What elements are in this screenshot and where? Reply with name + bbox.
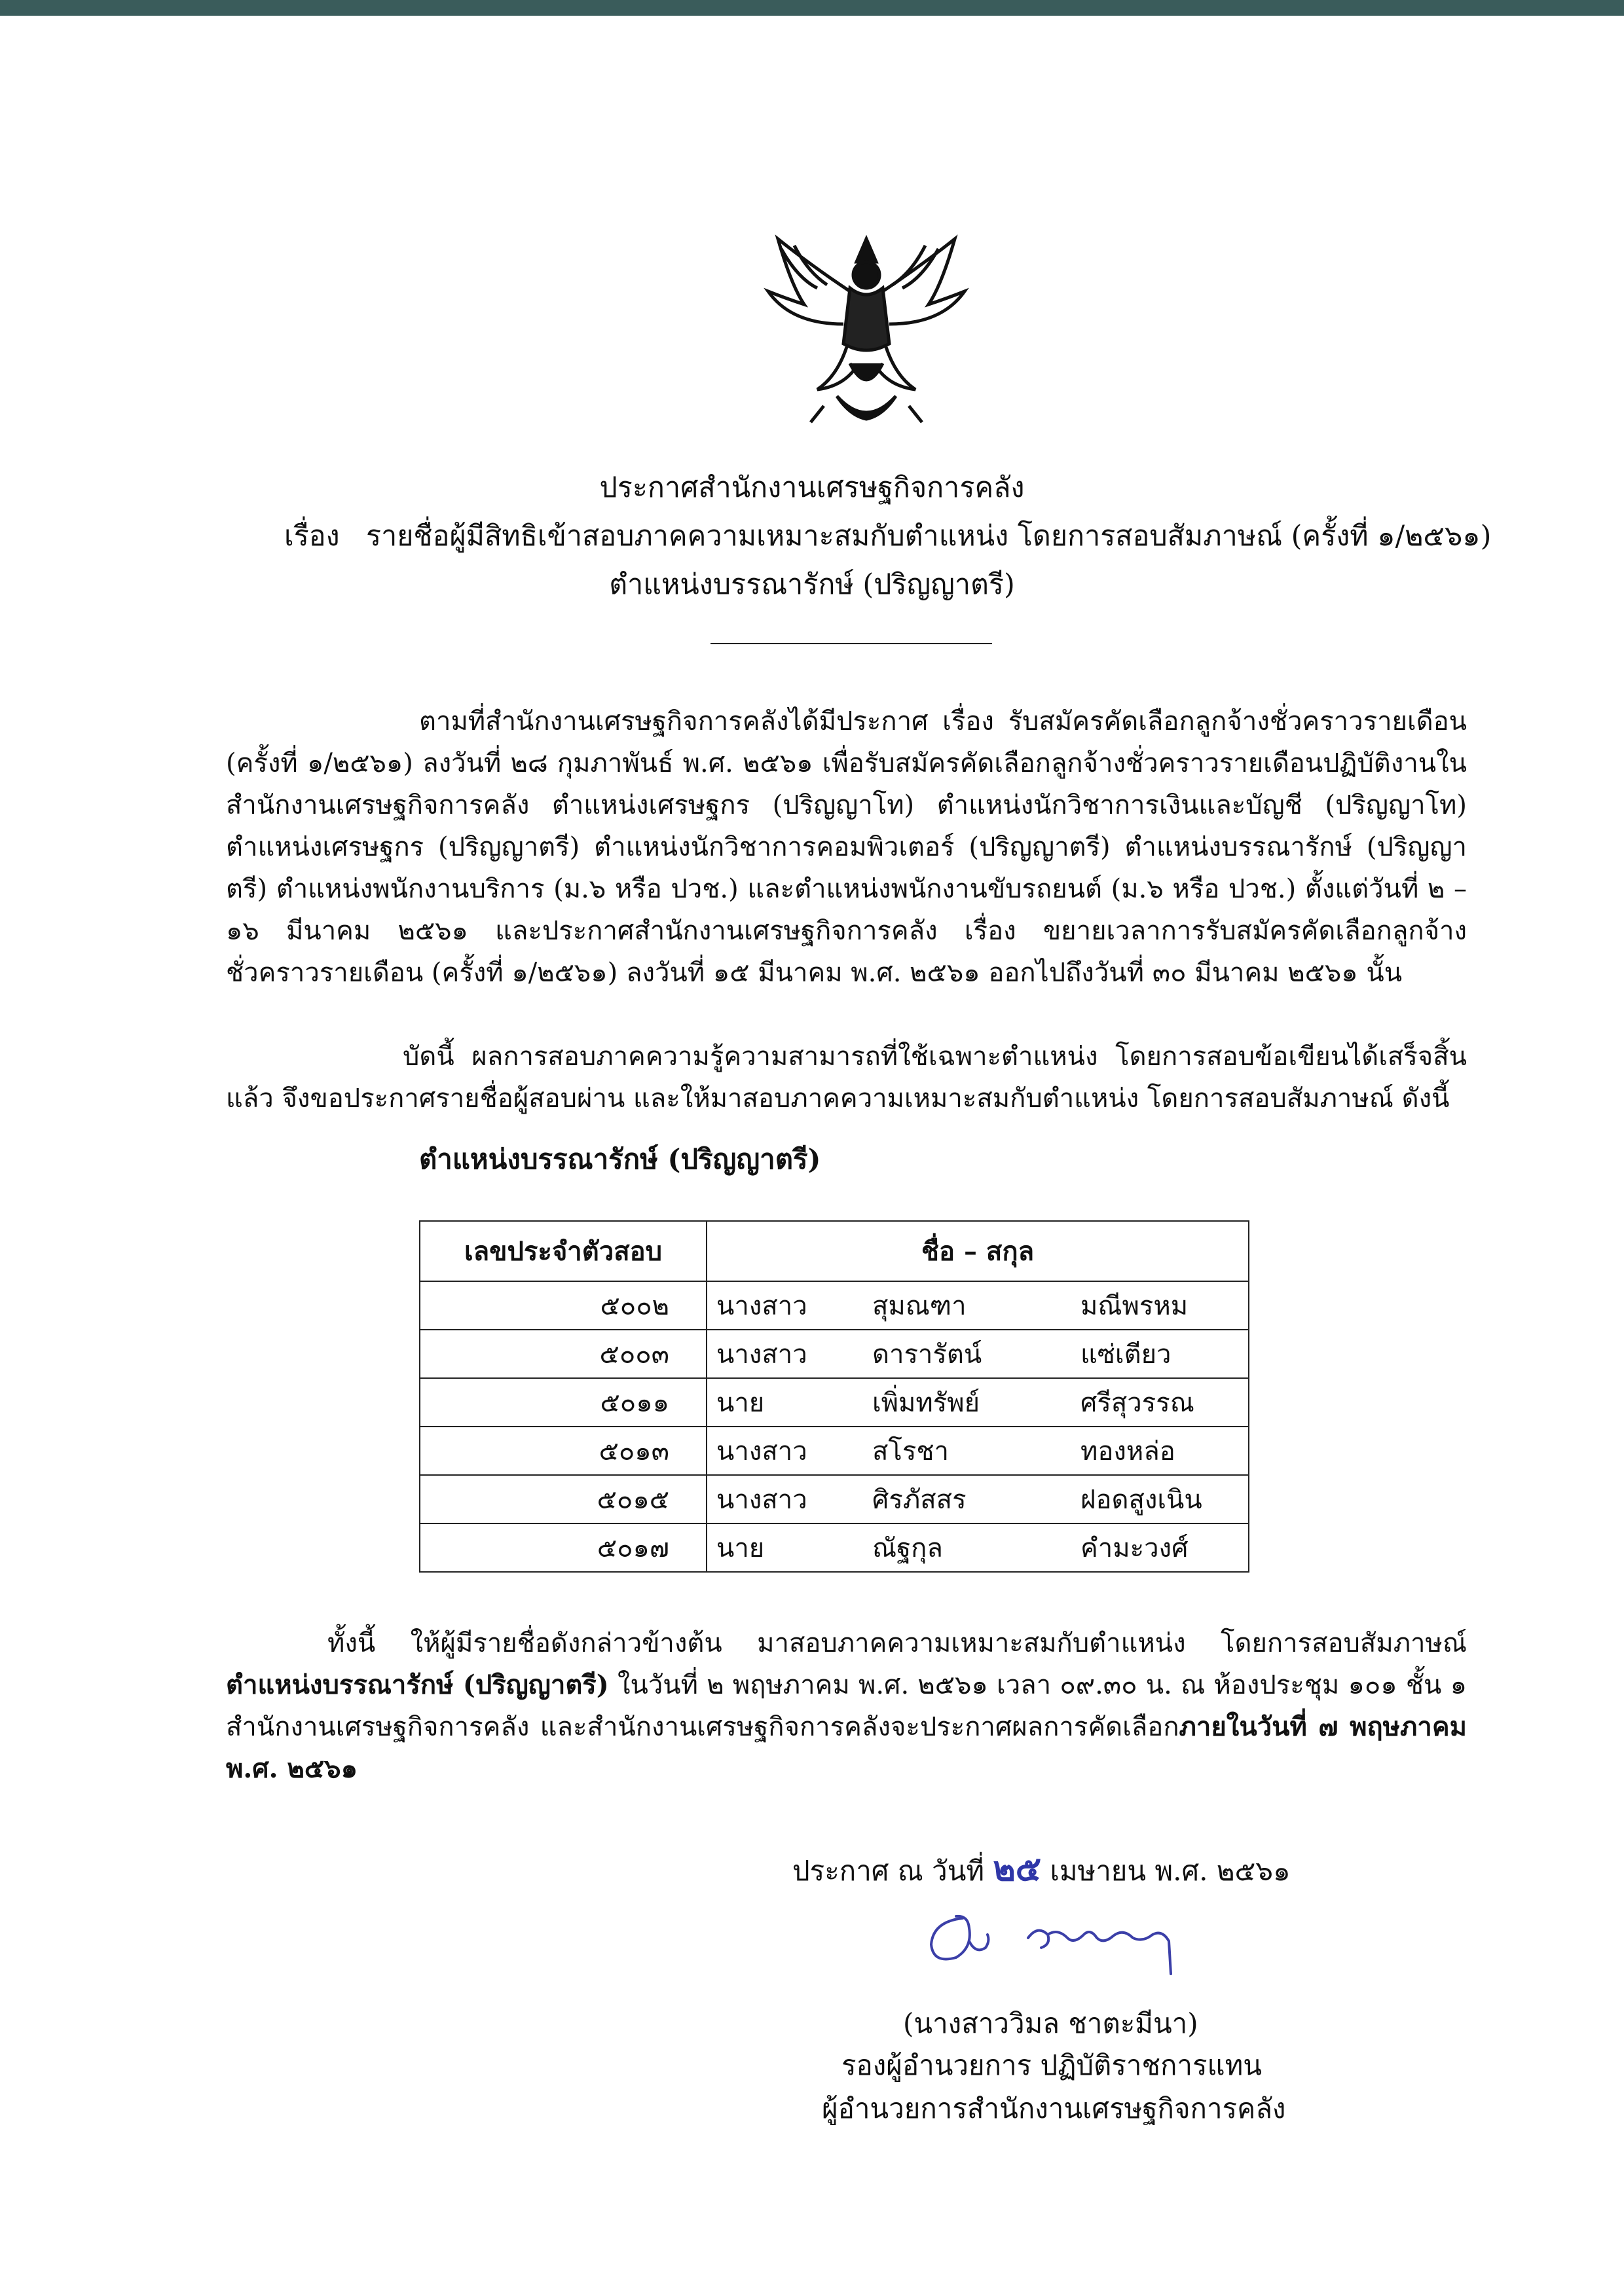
table-row [420,1523,1249,1572]
last-name: ฝอดสูงเนิน [1071,1475,1249,1523]
announcement-title: ประกาศสำนักงานเศรษฐกิจการคลัง [599,471,1025,504]
table-header-row [420,1221,1249,1281]
name-title: นางสาว [707,1281,863,1330]
name-title: นางสาว [707,1330,863,1378]
table-row [420,1475,1249,1523]
name-title: นาย [707,1523,863,1572]
first-name: สโรชา [863,1427,1071,1475]
list-heading: ตำแหน่งบรรณารักษ์ (ปริญญาตรี) [419,1143,821,1175]
exam-id: ๕๐๑๑ [420,1378,707,1427]
paragraph-2 [226,1036,1467,1120]
table-row [420,1427,1249,1475]
first-name: สุมณฑา [863,1281,1071,1330]
header-exam-id: เลขประจำตัวสอบ [420,1221,707,1281]
first-name: ศิรภัสสร [863,1475,1071,1523]
scan-top-border-gap [0,16,1624,30]
paragraph-1-text: ตามที่สำนักงานเศรษฐกิจการคลังได้มีประกาศ เรื่อง รับสมัครคัดเลือกลูกจ้างชั่วคราวรายเดือน (ครั้งที่ ๑/๒๕๖๑) ลงวันที่ ๒๘ กุมภาพันธ์ พ.ศ. ๒๕๖๑ เพื่อรับสมัครคัดเลือกลูกจ้างชั่วคราวรายเดือนปฏิบัติงานในสำนักงานเศรษฐกิจการคลัง ตำแหน่งเศรษฐกร (ปริญญาโท) ตำแหน่งนักวิชาการเงินและบัญชี (ปริญญาโท) ตำแหน่งเศรษฐกร (ปริญญาตรี) ตำแหน่งนักวิชาการคอมพิวเตอร์ (ปริญญาตรี) ตำแหน่งบรรณารักษ์ (ปริญญาตรี) ตำแหน่งพนักงานบริการ (ม.๖ หรือ ปวช.) และตำแหน่งพนักงานขับรถยนต์ (ม.๖ หรือ ปวช.) ตั้งแต่วันที่ ๒ – ๑๖ มีนาคม ๒๕๖๑ และประกาศสำนักงานเศรษฐกิจการคลัง เรื่อง ขยายเวลาการรับสมัครคัดเลือกลูกจ้างชั่วคราวรายเดือน (ครั้งที่ ๑/๒๕๖๑) ลงวันที่ ๑๕ มีนาคม พ.ศ. ๒๕๖๑ ออกไปถึงวันที่ ๓๐ มีนาคม ๒๕๖๑ นั้น [226,706,1467,988]
paragraph-2-text: บัดนี้ ผลการสอบภาคความรู้ความสามารถที่ใช้เฉพาะตำแหน่ง โดยการสอบข้อเขียนได้เสร็จสิ้นแล้ว จึงขอประกาศรายชื่อผู้สอบผ่าน และให้มาสอบภาคความเหมาะสมกับตำแหน่ง โดยการสอบสัมภาษณ์ ดังนี้ [226,1042,1467,1114]
signer-name: (นางสาววิมล ชาตะมีนา) [903,2007,1198,2039]
last-name: มณีพรหม [1071,1281,1249,1330]
exam-id: ๕๐๐๓ [420,1330,707,1378]
paragraph-3-text-a: ทั้งนี้ ให้ผู้มีรายชื่อดังกล่าวข้างต้น มาสอบภาคความเหมาะสมกับตำแหน่ง โดยการสอบสัมภาษณ์ [327,1628,1467,1658]
exam-id: ๕๐๑๗ [420,1523,707,1572]
table-row [420,1330,1249,1378]
signer-role: รองผู้อำนวยการ ปฏิบัติราชการแทน [841,2049,1263,2081]
subject-label: เรื่อง [284,520,340,553]
exam-id: ๕๐๑๓ [420,1427,707,1475]
header-full-name: ชื่อ – สกุล [707,1221,1249,1281]
name-title: นางสาว [707,1427,863,1475]
title-divider [710,643,992,644]
position-line: ตำแหน่งบรรณารักษ์ (ปริญญาตรี) [609,568,1015,601]
exam-id: ๕๐๐๒ [420,1281,707,1330]
paragraph-3 [226,1622,1467,1790]
subject-text: รายชื่อผู้มีสิทธิเข้าสอบภาคความเหมาะสมกับตำแหน่ง โดยการสอบสัมภาษณ์ (ครั้งที่ ๑/๒๕๖๑) [366,520,1492,553]
name-title: นาย [707,1378,863,1427]
last-name: แซ่เตียว [1071,1330,1249,1378]
first-name: ณัฐกุล [863,1523,1071,1572]
last-name: ทองหล่อ [1071,1427,1249,1475]
last-name: ศรีสุวรรณ [1071,1378,1249,1427]
announce-date-line [792,1841,1291,1895]
name-title: นางสาว [707,1475,863,1523]
handwritten-signature [917,1902,1225,1980]
announce-month-year: เมษายน พ.ศ. ๒๕๖๑ [1050,1855,1291,1887]
paragraph-3-text-d: ภายในวันที่ ๗ พฤษภาคม พ.ศ. ๒๕๖๑ [226,1711,1467,1784]
last-name: คำมะวงศ์ [1071,1523,1249,1572]
table-row [420,1281,1249,1330]
subject-line [284,513,1491,558]
paragraph-3-text-c: ในวันที่ ๒ พฤษภาคม พ.ศ. ๒๕๖๑ เวลา ๐๙.๓๐ น. ณ ห้องประชุม ๑๐๑ ชั้น ๑ สำนักงานเศรษฐกิจการคลัง และสำนักงานเศรษฐกิจการคลังจะประกาศผลการคัดเลือก [226,1670,1467,1742]
exam-id: ๕๐๑๕ [420,1475,707,1523]
announce-day: ๒๕ [993,1849,1042,1889]
garuda-emblem-icon [758,226,974,429]
first-name: เพิ่มทรัพย์ [863,1378,1071,1427]
signer-organization: ผู้อำนวยการสำนักงานเศรษฐกิจการคลัง [822,2092,1286,2124]
candidate-table [419,1220,1249,1573]
paragraph-1 [226,701,1467,994]
paragraph-3-text-b: ตำแหน่งบรรณารักษ์ (ปริญญาตรี) [226,1669,609,1700]
announce-prefix: ประกาศ ณ วันที่ [792,1855,985,1887]
table-row [420,1378,1249,1427]
first-name: ดารารัตน์ [863,1330,1071,1378]
